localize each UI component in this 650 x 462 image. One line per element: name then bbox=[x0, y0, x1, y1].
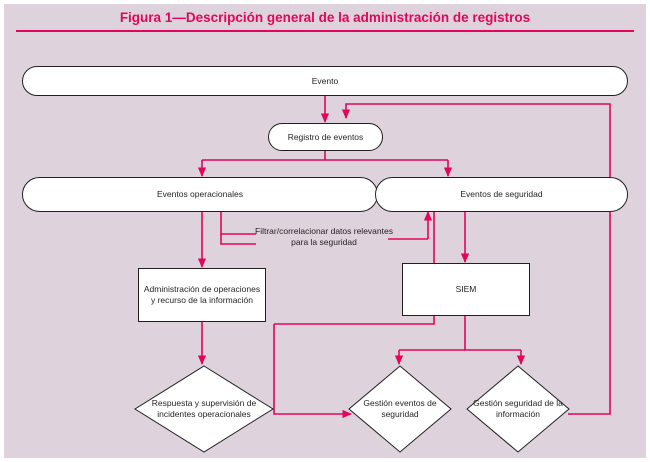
node-gestion-seguridad-informacion bbox=[466, 365, 570, 453]
node-administracion-operaciones-label: Administración de operaciones y recurso de la información bbox=[143, 284, 261, 305]
node-siem-label: SIEM bbox=[455, 284, 477, 295]
title-divider bbox=[16, 30, 634, 32]
node-eventos-seguridad bbox=[375, 177, 628, 212]
diagram-canvas bbox=[16, 34, 634, 454]
label-filtrar-correlacionar-text: Filtrar/correlacionar datos relevantes para la seguridad bbox=[255, 226, 393, 248]
node-gestion-seguridad-informacion-label: Gestión seguridad de la información bbox=[473, 398, 563, 419]
node-evento-label: Evento bbox=[311, 75, 339, 86]
node-respuesta-supervision bbox=[134, 365, 274, 453]
node-gestion-eventos-seguridad bbox=[348, 365, 452, 453]
node-eventos-operacionales-label: Eventos operacionales bbox=[156, 189, 243, 200]
node-eventos-seguridad-label: Eventos de seguridad bbox=[460, 189, 543, 200]
node-gestion-eventos-seguridad-label: Gestión eventos de seguridad bbox=[363, 398, 437, 419]
figure-title-bar bbox=[4, 4, 646, 30]
node-registro-eventos bbox=[268, 123, 383, 151]
node-siem bbox=[402, 263, 530, 316]
label-filtrar-correlacionar bbox=[254, 226, 394, 248]
page-title: Figura 1—Descripción general de la administración de registros bbox=[119, 9, 531, 25]
node-registro-eventos-label: Registro de eventos bbox=[287, 131, 364, 142]
node-eventos-operacionales bbox=[22, 177, 378, 212]
node-administracion-operaciones bbox=[138, 268, 266, 322]
node-respuesta-supervision-label: Respuesta y supervisión de incidentes operacionales bbox=[151, 398, 257, 419]
node-evento bbox=[22, 66, 628, 96]
